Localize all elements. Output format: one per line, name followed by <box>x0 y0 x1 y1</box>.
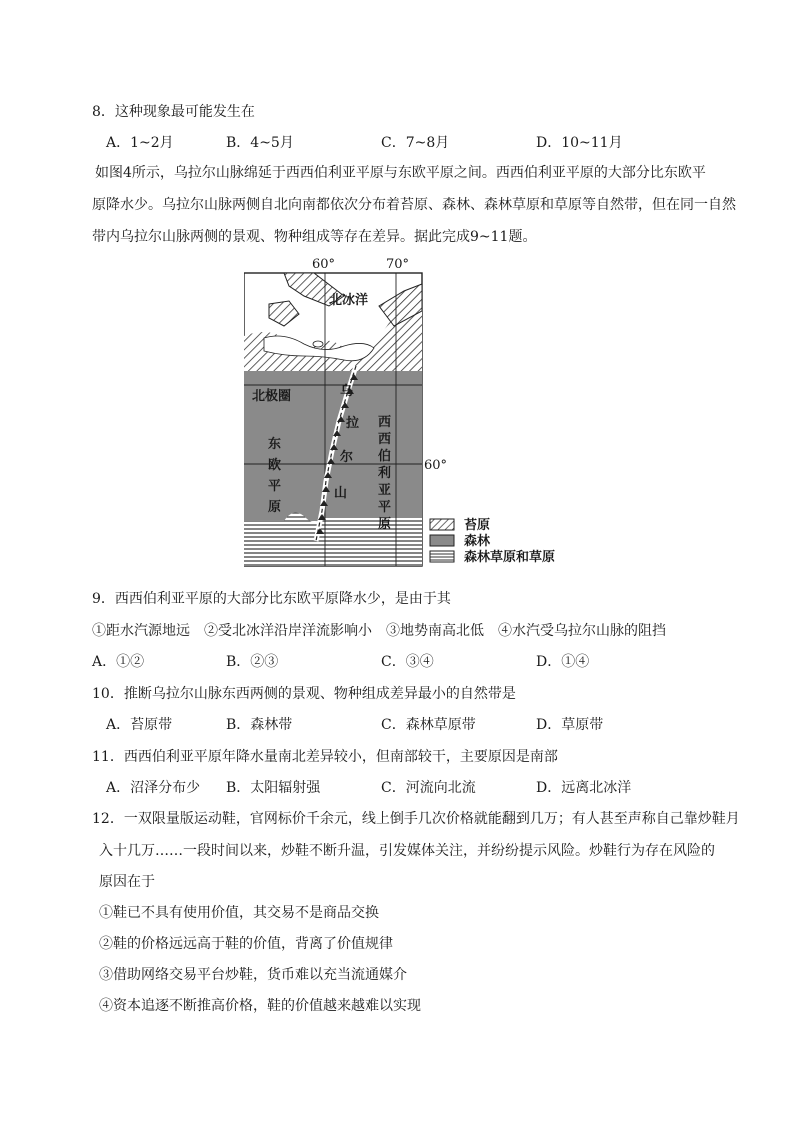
legend-steppe-label: 森林草原和草原 <box>464 550 556 565</box>
map-legend-swatches <box>429 517 457 565</box>
q10-option-c: C．森林草原带 <box>381 717 476 733</box>
q9-option-c: C．③④ <box>381 654 434 670</box>
q12-item-2: ②鞋的价格远远高于鞋的价值，背离了价值规律 <box>99 936 393 952</box>
west-siberia-label: 西 西 伯 利 亚 平 原 <box>378 415 392 532</box>
q8-stem: 8．这种现象最可能发生在 <box>92 104 255 120</box>
legend-tundra-label: 苔原 <box>464 518 491 533</box>
lon-70-label: 70° <box>386 257 410 272</box>
q12-line-2: 入十几万……一段时间以来，炒鞋不断升温，引发媒体关注，并纷纷提示风险。炒鞋行为存在风险的 <box>99 843 715 859</box>
lon-60-label: 60° <box>312 257 336 272</box>
passage-line-2: 原降水少。乌拉尔山脉两侧自北向南都依次分布着苔原、森林、森林草原和草原等自然带，但在同一自然 <box>92 197 736 213</box>
legend-forest-label: 森林 <box>464 534 491 549</box>
q10-option-b: B．森林带 <box>226 717 293 733</box>
q8-option-b: B．4~5月 <box>226 135 294 151</box>
lat-60-label: 60° <box>424 458 448 473</box>
ural-label-upper: 乌 拉 <box>340 384 360 431</box>
q12-item-1: ①鞋已不具有使用价值，其交易不是商品交换 <box>99 905 379 921</box>
q11-option-d: D．远离北冰洋 <box>536 780 632 796</box>
east-europe-label: 东 欧 平 原 <box>268 437 282 515</box>
q9-stem: 9．西西伯利亚平原的大部分比东欧平原降水少，是由于其 <box>92 591 451 607</box>
q10-stem: 10．推断乌拉尔山脉东西两侧的景观、物种组成差异最小的自然带是 <box>92 686 516 702</box>
q11-option-b: B．太阳辐射强 <box>226 780 321 796</box>
q11-option-c: C．河流向北流 <box>381 780 476 796</box>
q11-stem: 11．西西伯利亚平原年降水量南北差异较小，但南部较干，主要原因是南部 <box>92 749 558 765</box>
ural-label-lower: 尔 山 <box>334 450 354 501</box>
q9-option-a: A．①② <box>92 654 145 670</box>
arctic-ocean-label: 北冰洋 <box>329 293 369 308</box>
q12-item-3: ③借助网络交易平台炒鞋，货币难以充当流通媒介 <box>99 967 407 983</box>
q8-option-a: A．1~2月 <box>106 135 174 151</box>
arctic-circle-label: 北极圈 <box>252 389 292 404</box>
q9-option-d: D．①④ <box>536 654 590 670</box>
q12-line-3: 原因在于 <box>99 874 155 890</box>
q9-items: ①距水汽源地远 ②受北冰洋沿岸洋流影响小 ③地势南高北低 ④水汽受乌拉尔山脉的阻挡 <box>92 623 666 639</box>
legend-steppe-swatch <box>430 551 454 562</box>
q10-option-a: A．苔原带 <box>106 717 173 733</box>
legend-forest-swatch <box>430 535 454 546</box>
q8-option-d: D．10~11月 <box>536 135 623 151</box>
q10-option-d: D．草原带 <box>536 717 604 733</box>
passage-line-1: 如图4所示，乌拉尔山脉绵延于西西伯利亚平原与东欧平原之间。西西伯利亚平原的大部分比东欧平 <box>95 165 706 181</box>
legend-tundra-swatch <box>430 519 454 530</box>
q11-option-a: A．沼泽分布少 <box>106 780 201 796</box>
q12-item-4: ④资本追逐不断推高价格，鞋的价值越来越难以实现 <box>99 998 421 1014</box>
passage-line-3: 带内乌拉尔山脉两侧的景观、物种组成等存在差异。据此完成9~11题。 <box>92 229 537 245</box>
q8-option-c: C．7~8月 <box>381 135 450 151</box>
q9-option-b: B．②③ <box>226 654 279 670</box>
q12-line-1: 12．一双限量版运动鞋，官网标价千余元，线上倒手几次价格就能翻到几万；有人甚至声称自己靠炒鞋月 <box>92 811 740 827</box>
